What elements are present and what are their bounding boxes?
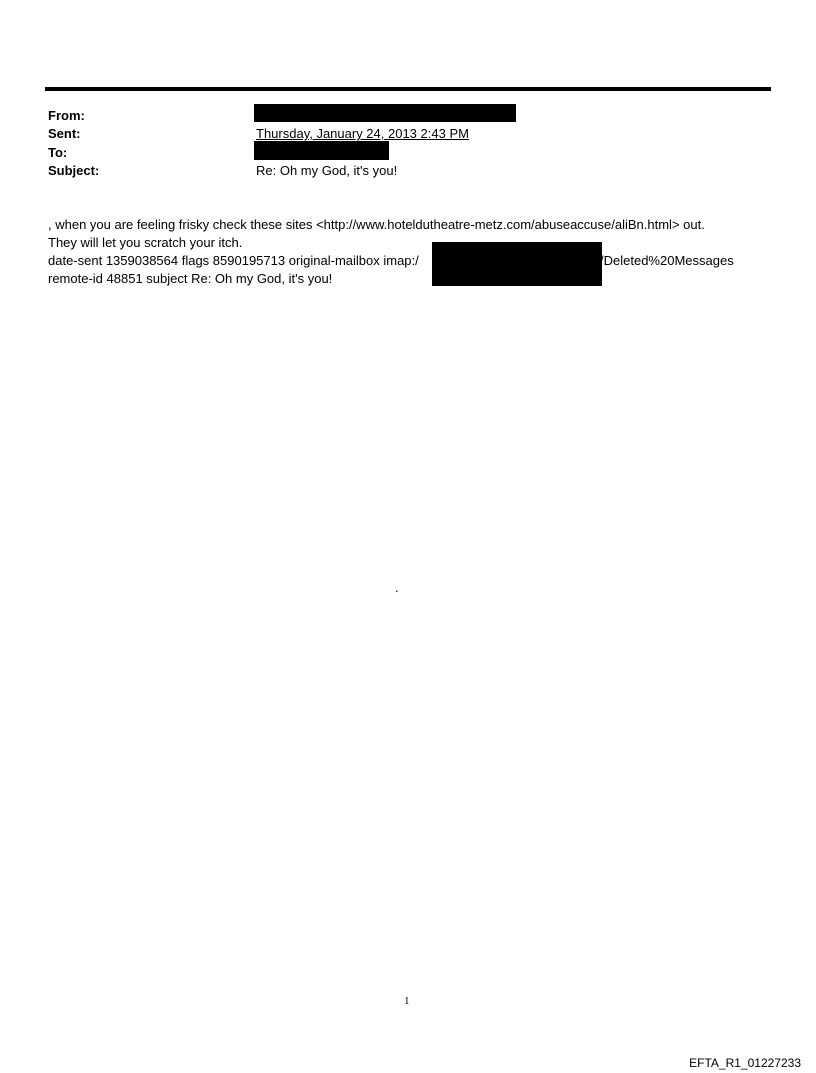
sent-value: Thursday, January 24, 2013 2:43 PM: [256, 126, 469, 141]
to-label: To:: [48, 145, 68, 160]
bates-number: EFTA_R1_01227233: [689, 1056, 801, 1070]
body-line-4: remote-id 48851 subject Re: Oh my God, it's you!: [48, 271, 333, 286]
page-number: 1: [404, 995, 410, 1007]
mailbox-redaction: [432, 242, 602, 286]
body-line-3-suffix: /Deleted%20Messages: [600, 253, 734, 268]
sent-label: Sent:: [48, 126, 81, 141]
subject-value: Re: Oh my God, it's you!: [256, 163, 398, 178]
from-label: From:: [48, 108, 85, 123]
stray-dot: .: [395, 580, 399, 595]
body-line-2: They will let you scratch your itch.: [48, 235, 243, 250]
to-redaction: [254, 141, 389, 160]
body-line-1: , when you are feeling frisky check these sites <http://www.hoteldutheatre-metz.com/abuseaccuse/aliBn.html> out.: [48, 217, 705, 232]
body-line-3-prefix: date-sent 1359038564 flags 8590195713 original-mailbox imap:/: [48, 253, 419, 268]
header-rule: [45, 87, 771, 91]
subject-label: Subject:: [48, 163, 100, 178]
from-redaction: [254, 104, 516, 122]
